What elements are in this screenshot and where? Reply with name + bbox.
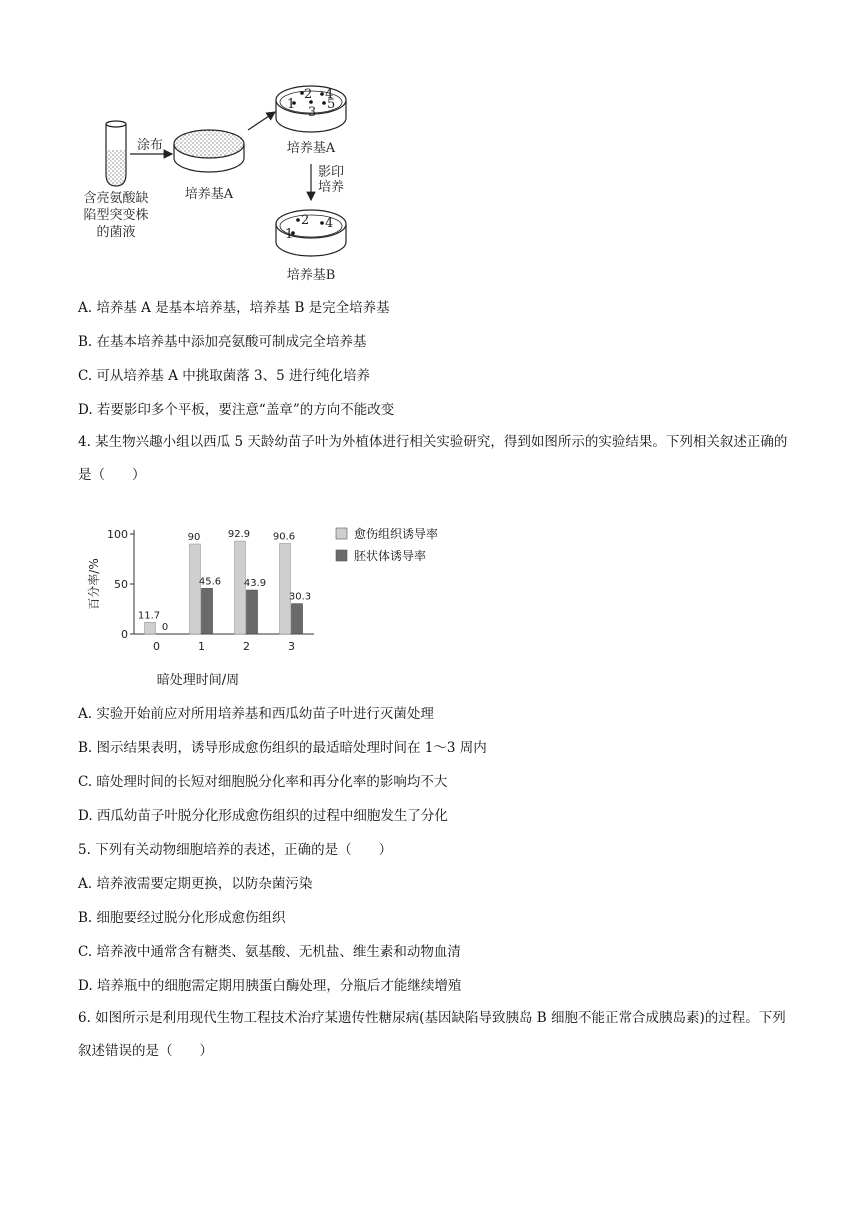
colony-label-4: 4 bbox=[325, 87, 334, 102]
q5-stem: 5. 下列有关动物细胞培养的表述，正确的是（ ） bbox=[78, 842, 393, 858]
petri-dish-a-spread bbox=[174, 130, 244, 172]
q6-stem: 6. 如图所示是利用现代生物工程技术治疗某遗传性糖尿病(基因缺陷导致胰岛 B 细胞不能正常合成胰岛素)的过程。下列叙述错误的是（ ） bbox=[78, 1010, 786, 1059]
dish-b-colony-label-2: 2 bbox=[301, 213, 310, 228]
legend-label: 胚状体诱导率 bbox=[354, 549, 427, 563]
tube-caption-line-1: 含亮氨酸缺 bbox=[83, 191, 149, 206]
q4-option-b: B. 图示结果表明，诱导形成愈伤组织的最适暗处理时间在 1～3 周内 bbox=[78, 740, 487, 756]
q5-option-d: D. 培养瓶中的细胞需定期用胰蛋白酶处理，分瓶后才能继续增殖 bbox=[78, 978, 462, 994]
bar-callus-0 bbox=[145, 622, 156, 634]
q4-stem: 4. 某生物兴趣小组以西瓜 5 天龄幼苗子叶为外植体进行相关实验研究，得到如图所示的实验结果。下列相关叙述正确的是（ ） bbox=[78, 434, 788, 483]
legend-label: 愈伤组织诱导率 bbox=[354, 527, 439, 541]
q3-option-c: C. 可从培养基 A 中挑取菌落 3、5 进行纯化培养 bbox=[78, 368, 371, 384]
data-label: 43.9 bbox=[243, 578, 267, 590]
y-tick-label: 50 bbox=[114, 578, 128, 591]
colony-label-2: 2 bbox=[304, 87, 313, 102]
legend-swatch bbox=[336, 528, 347, 539]
x-tick-label: 0 bbox=[153, 640, 160, 653]
q5-option-b: B. 细胞要经过脱分化形成愈伤组织 bbox=[78, 910, 286, 926]
spread-label: 涂布 bbox=[136, 138, 164, 153]
x-tick-label: 2 bbox=[243, 640, 250, 653]
q3-option-d: D. 若要影印多个平板，要注意“盖章”的方向不能改变 bbox=[78, 402, 395, 418]
q3-option-a: A. 培养基 A 是基本培养基，培养基 B 是完全培养基 bbox=[78, 300, 390, 316]
colony-label-3: 3 bbox=[308, 105, 317, 120]
q4-option-a: A. 实验开始前应对所用培养基和西瓜幼苗子叶进行灭菌处理 bbox=[78, 706, 434, 722]
x-tick-label: 1 bbox=[198, 640, 205, 653]
bar-embryoid-3 bbox=[292, 604, 303, 634]
data-label: 30.3 bbox=[288, 591, 312, 603]
data-label: 11.7 bbox=[137, 610, 161, 622]
bar-callus-1 bbox=[190, 544, 201, 634]
data-label: 92.9 bbox=[227, 529, 251, 541]
dish-3-label: 培养基B bbox=[286, 268, 336, 283]
data-label: 45.6 bbox=[198, 576, 222, 588]
dish-b-colony-label-1: 1 bbox=[285, 227, 294, 242]
test-tube bbox=[106, 121, 126, 186]
dish-b-colony-label-4: 4 bbox=[325, 216, 334, 231]
bar-callus-3 bbox=[280, 543, 291, 634]
x-axis-label: 暗处理时间/周 bbox=[156, 673, 240, 688]
q4-option-c: C. 暗处理时间的长短对细胞脱分化率和再分化率的影响均不大 bbox=[78, 774, 448, 790]
y-tick-label: 0 bbox=[121, 628, 128, 641]
data-label: 90 bbox=[187, 532, 201, 543]
x-tick-label: 3 bbox=[288, 640, 295, 653]
colony-label-5: 5 bbox=[327, 97, 336, 112]
bar-embryoid-1 bbox=[202, 588, 213, 634]
replica-label-line-1: 影印 bbox=[318, 165, 345, 180]
data-label: 90.6 bbox=[272, 531, 296, 543]
replica-plating-figure bbox=[80, 78, 380, 288]
transfer-arrow bbox=[248, 112, 275, 130]
tube-caption-line-2: 陷型突变株 bbox=[83, 208, 149, 223]
data-label: 0 bbox=[161, 622, 169, 633]
replica-label-line-2: 培养 bbox=[318, 180, 345, 195]
bar-embryoid-2 bbox=[247, 590, 258, 634]
dish-2-label: 培养基A bbox=[286, 141, 336, 156]
colony-label-1: 1 bbox=[287, 97, 296, 112]
y-axis-label: 百分率/% bbox=[87, 558, 101, 610]
legend-swatch bbox=[336, 550, 347, 561]
q5-option-a: A. 培养液需要定期更换，以防杂菌污染 bbox=[78, 876, 313, 892]
dish-1-label: 培养基A bbox=[184, 187, 234, 202]
tube-caption-line-3: 的菌液 bbox=[96, 225, 136, 240]
y-tick-label: 100 bbox=[107, 528, 128, 541]
q4-option-d: D. 西瓜幼苗子叶脱分化形成愈伤组织的过程中细胞发生了分化 bbox=[78, 808, 448, 824]
bar-chart bbox=[82, 514, 482, 690]
q5-option-c: C. 培养液中通常含有糖类、氨基酸、无机盐、维生素和动物血清 bbox=[78, 944, 461, 960]
q3-option-b: B. 在基本培养基中添加亮氨酸可制成完全培养基 bbox=[78, 334, 367, 350]
